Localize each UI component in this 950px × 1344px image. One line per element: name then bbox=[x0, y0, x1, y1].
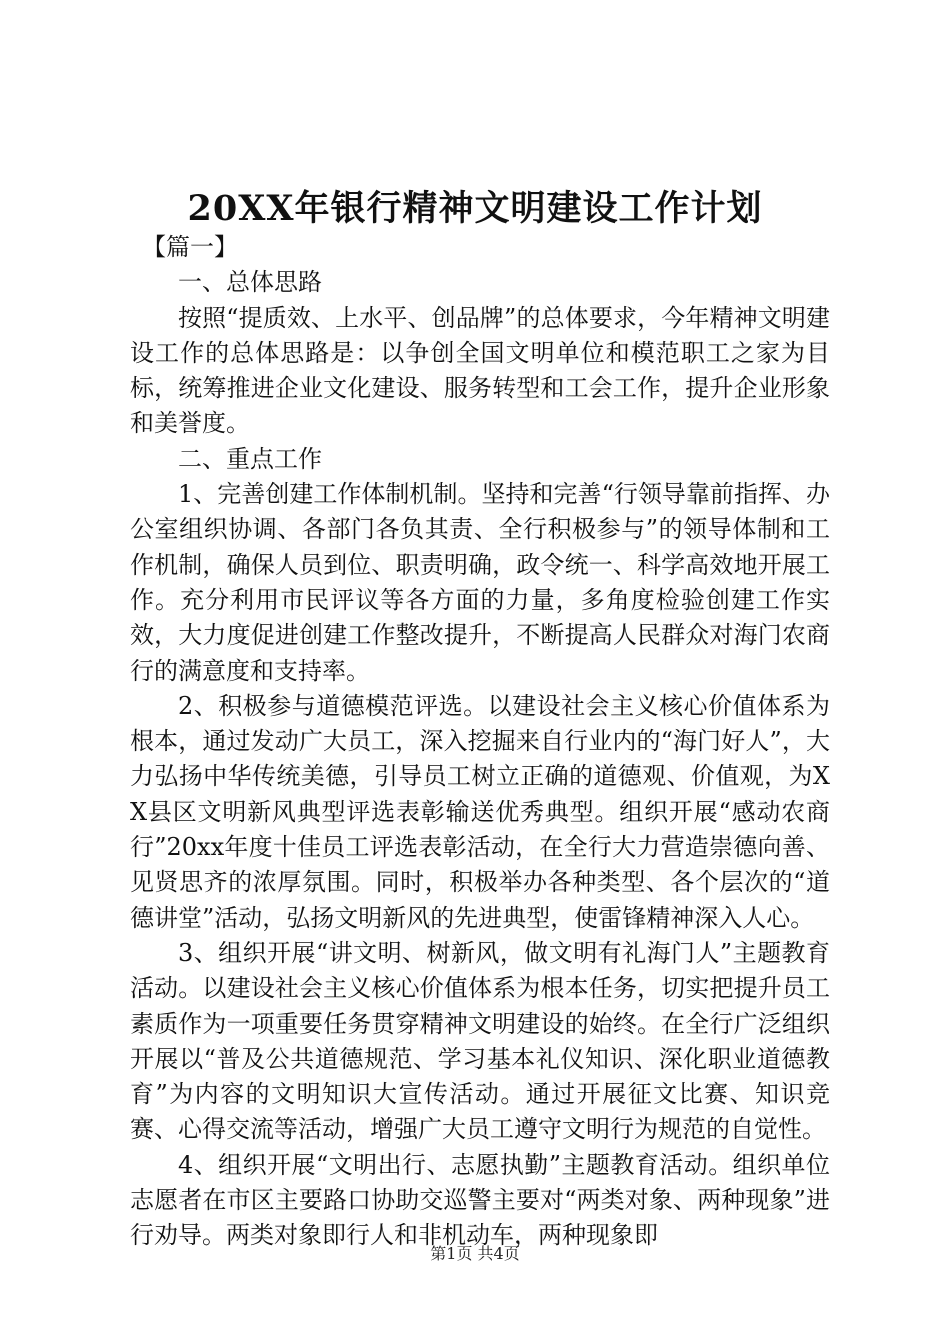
heading-key-work: 二、重点工作 bbox=[178, 444, 322, 473]
paragraph-overall-approach: 按照“提质效、上水平、创品牌”的总体要求，今年精神文明建设工作的总体思路是：以争创全国文明单位和模范职工之家为目标，统筹推进企业文化建设、服务转型和工会工作，提升企业形象和美誉度。 bbox=[130, 303, 830, 438]
document-title: 20XX年银行精神文明建设工作计划 bbox=[187, 188, 763, 229]
paragraph-item-1: 1、完善创建工作体制机制。坚持和完善“行领导靠前指挥、办公室组织协调、各部门各负其责、全行积极参与”的领导体制和工作机制，确保人员到位、职责明确，政令统一、科学高效地开展工作。充分利用市民评议等各方面的力量，多角度检验创建工作实效，大力度促进创建工作整改提升，不断提高人民群众对海门农商行的满意度和支持率。 bbox=[130, 480, 830, 685]
paragraph-item-3: 3、组织开展“讲文明、树新风，做文明有礼海门人”主题教育活动。以建设社会主义核心价值体系为根本任务，切实把提升员工素质作为一项重要任务贯穿精神文明建设的始终。在全行广泛组织开展以“普及公共道德规范、学习基本礼仪知识、深化职业道德教育”为内容的文明知识大宣传活动。通过开展征文比赛、知识竞赛、心得交流等活动，增强广大员工遵守文明行为规范的自觉性。 bbox=[130, 938, 830, 1144]
page-footer: 第1页 共4页 bbox=[430, 1244, 520, 1263]
paragraph-item-2: 2、积极参与道德模范评选。以建设社会主义核心价值体系为根本，通过发动广大员工，深入挖掘来自行业内的“海门好人”，大力弘扬中华传统美德，引导员工树立正确的道德观、价值观，为XX县区文明新风典型评选表彰输送优秀典型。组织开展“感动农商行”20xx年度十佳员工评选表彰活动，在全行大力营造崇德向善、见贤思齐的浓厚氛围。同时，积极举办各种类型、各个层次的“道德讲堂”活动，弘扬文明新风的先进典型，使雷锋精神深入人心。 bbox=[130, 691, 830, 932]
paragraph-item-4: 4、组织开展“文明出行、志愿执勤”主题教育活动。组织单位志愿者在市区主要路口协助交巡警主要对“两类对象、两种现象”进行劝导。两类对象即行人和非机动车，两种现象即 bbox=[130, 1150, 830, 1250]
document-body bbox=[130, 230, 830, 1254]
heading-overall-approach: 一、总体思路 bbox=[178, 268, 322, 297]
section-label: 【篇一】 bbox=[142, 233, 238, 261]
